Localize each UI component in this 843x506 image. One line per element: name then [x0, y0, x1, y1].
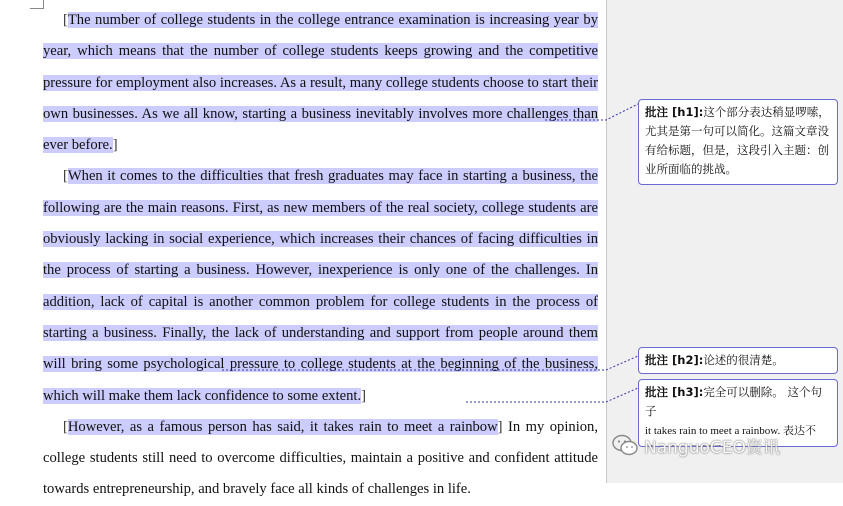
- comment-tag: 批注 [h2]:: [645, 353, 704, 367]
- comment-h2[interactable]: [638, 347, 838, 374]
- watermark-text: NanguoCEO资讯: [644, 437, 780, 458]
- comment-tag: 批注 [h1]:: [645, 105, 704, 119]
- paragraph-2[interactable]: [When it comes to the difficulties that fresh graduates may face in starting a business, the following are the main reasons. First, as new members of the real society, college students are obviously lacking in social experience, which increases their chances of facing difficulties in the process of starting a business. However, inexperience is only one of the challenges. In addition, lack of capital is another common problem for college students in the process of starting a business. Finally, the lack of understanding and support from people around them will bring some psychological pressure to college students at the beginning of the business, which will make them lack confidence to some extent.]: [43, 168, 598, 404]
- paragraph-3[interactable]: [However, as a famous person has said, it takes rain to meet a rainbow] In my opinion, college students still need to overcome difficulties, maintain a positive and confident attitude towards entrepreneurship, and bravely face all kinds of challenges in life.: [43, 418, 598, 498]
- crop-mark: [30, 8, 44, 9]
- document-body[interactable]: [43, 5, 598, 506]
- highlighted-text-2[interactable]: When it comes to the difficulties that fresh graduates may face in starting a business, the following are the main reasons. First, as new members of the real society, college students are obviously lacking in social experience, which increases their chances of facing difficulties in the process of starting a business. However, inexperience is only one of the challenges. In addition, lack of capital is another common problem for college students in the process of starting a business. Finally, the lack of understanding and support from people around them will bring some psychological pressure to college students at the beginning of the business, which will make them lack confidence to some extent.: [43, 168, 598, 404]
- comment-text: it takes rain to meet a rainbow. 表达不: [645, 425, 816, 437]
- wechat-icon: [612, 434, 638, 456]
- watermark: [612, 430, 838, 460]
- highlighted-text-1[interactable]: The number of college students in the college entrance examination is increasing year by year, which means that the number of college students keeps growing and the competitive pressure for employment also increases. As a result, many college students choose to start their own businesses. As we all know, starting a business inevitably involves more challenges than ever before.: [43, 12, 598, 154]
- comment-text: 论述的很清楚。: [703, 353, 784, 367]
- comment-tag: 批注 [h3]:: [645, 385, 704, 399]
- comment-text: 这个部分表达稍显啰嗦，尤其是第一句可以简化。这篇文章没有给标题，但是，这段引入主题：创业所面临的挑战。: [645, 105, 830, 176]
- paragraph-1[interactable]: [The number of college students in the college entrance examination is increasing year by year, which means that the number of college students keeps growing and the competitive pressure for employment also increases. As a result, many college students choose to start their own businesses. As we all know, starting a business inevitably involves more challenges than ever before.]: [43, 12, 598, 154]
- paragraph-3-text[interactable]: In my opinion, college students still need to overcome difficulties, maintain a positive and confident attitude towards entrepreneurship, and bravely face all kinds of challenges in life.: [43, 418, 598, 498]
- comment-text: 完全可以删除。 这个句子: [645, 385, 822, 418]
- comment-h1[interactable]: [638, 99, 838, 185]
- highlighted-text-3[interactable]: However, as a famous person has said, it takes rain to meet a rainbow: [67, 418, 498, 435]
